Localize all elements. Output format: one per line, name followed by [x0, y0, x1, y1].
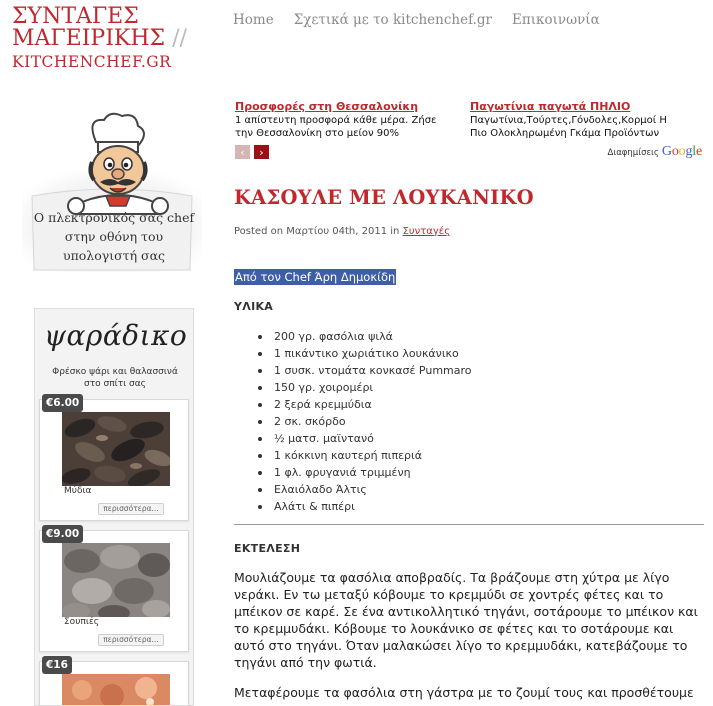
post-title[interactable]: ΚΑΣΟΥΛΕ ΜΕ ΛΟΥΚΑΝΙΚΟ — [234, 186, 534, 209]
ingredients-heading: ΥΛΙΚΑ — [234, 300, 274, 313]
list-item: 2 ξερά κρεμμύδια — [258, 396, 472, 413]
list-item: Ελαιόλαδο Άλτις — [258, 481, 472, 498]
octopus-image-icon — [62, 674, 170, 706]
ad-unit-1[interactable] — [235, 100, 455, 141]
product-name: Μύδια — [64, 486, 92, 496]
price-badge: €16 — [42, 656, 72, 674]
chef-tagline-line-2: στην οθόνη του — [64, 229, 164, 244]
ad-1-line-2: την Θεσσαλονίκη στο μείον 90% — [235, 128, 399, 139]
chef-tagline-line-3: υπολογιστή σας — [62, 248, 166, 263]
cuttlefish-image-icon — [62, 543, 170, 617]
ad-1-title[interactable]: Προσφορές στη Θεσσαλονίκη — [235, 100, 419, 113]
list-item: 1 πικάντικο χωριάτικο λουκάνικο — [258, 345, 472, 362]
ads-by-label: Διαφημίσεις — [607, 148, 659, 158]
logo-line-2-text: ΜΑΓΕΙΡΙΚΗΣ — [12, 26, 166, 51]
post-date: Posted on Μαρτίου 04th, 2011 in — [234, 226, 403, 237]
shop-subtitle-line-1: Φρέσκο ψάρι και θαλασσινά — [52, 367, 178, 377]
mussels-photo — [62, 412, 170, 486]
list-item: 1 συσκ. ντομάτα κονκασέ Pummaro — [258, 362, 472, 379]
nav-home[interactable]: Home — [233, 12, 274, 28]
list-item: 1 φλ. φρυγανιά τριμμένη — [258, 464, 472, 481]
more-button[interactable]: περισσότερα... — [98, 634, 164, 646]
chef-tagline-line-1: Ο πλεκτρονικός σας chef — [33, 210, 195, 225]
list-item: Αλάτι & πιπέρι — [258, 498, 472, 515]
ad-2-title[interactable]: Παγωτίνια παγωτά ΠΗΛΙΟ — [470, 100, 631, 113]
ad-unit-2[interactable] — [470, 100, 690, 141]
logo-slashes: // — [165, 26, 187, 51]
shop-subtitle — [35, 366, 194, 390]
product-card[interactable] — [39, 530, 189, 652]
top-nav — [233, 12, 600, 28]
ingredients-list — [258, 328, 472, 515]
more-button[interactable]: περισσότερα... — [98, 503, 164, 515]
product-card[interactable] — [39, 399, 189, 521]
logo-line-2 — [12, 28, 217, 50]
method-heading: ΕΚΤΕΛΕΣΗ — [234, 542, 301, 555]
method-paragraph-1: Μουλιάζουμε τα φασόλια αποβραδίς. Τα βράζουμε στη χύτρα με λίγο νεράκι. Εν τω μεταξύ κόβουμε το κρεμμύδι σε χοντρές φέτες και το μπέικον σε καρέ. Σε ένα αντικολλητικό τηγάνι, σοτάρουμε το μπέικον και το κρεμμυδάκι. Κόβουμε το λουκάνικο σε φέτες και το σοτάρουμε και αυτό στο τηγάνι. Όταν μαλακώσει λίγο το κρεμμυδάκι, κατεβάζουμε το τηγάνι από την φωτιά. — [234, 570, 698, 670]
post-meta — [234, 226, 450, 237]
list-item: 200 γρ. φασόλια ψιλά — [258, 328, 472, 345]
google-logo: Google — [661, 144, 702, 159]
ad-2-line-2: Πιο Ολοκληρωμένη Γκάμα Προϊόντων — [470, 128, 660, 139]
fish-shop-banner[interactable] — [34, 308, 194, 706]
ads-by-google[interactable] — [608, 144, 703, 160]
product-card[interactable] — [39, 661, 189, 706]
logo-line-1: ΣΥΝΤΑΓΕΣ — [12, 4, 139, 29]
list-item: 150 γρ. χοιρομέρι — [258, 379, 472, 396]
shop-logo: ψαράδικο — [44, 319, 188, 352]
logo-domain: KITCHENCHEF.GR — [12, 53, 172, 71]
mussels-image-icon — [62, 412, 170, 486]
list-item: 1 κόκκινη καυτερή πιπεριά — [258, 447, 472, 464]
cuttlefish-photo — [62, 543, 170, 617]
price-badge: €6.00 — [42, 394, 83, 412]
price-badge: €9.00 — [42, 525, 83, 543]
section-divider — [234, 524, 704, 525]
chef-tagline — [28, 208, 200, 265]
octopus-photo — [62, 674, 170, 706]
ad-arrows — [235, 145, 269, 159]
list-item: ½ ματσ. μαϊντανό — [258, 430, 472, 447]
method-paragraph-2: Μεταφέρουμε τα φασόλια στη γάστρα με το ζουμί τους και προσθέτουμε — [234, 685, 694, 700]
nav-contact[interactable]: Επικοινωνία — [511, 12, 600, 28]
ad-1-line-1: 1 απίστευτη προσφορά κάθε μέρα. Ζήσε — [235, 114, 437, 126]
list-item: 2 σκ. σκόρδο — [258, 413, 472, 430]
shop-subtitle-line-2: στο σπίτι σας — [84, 379, 146, 389]
ad-next-arrow-icon[interactable]: › — [254, 145, 269, 159]
ad-prev-arrow-icon[interactable]: ‹ — [235, 145, 250, 159]
product-name: Σουπιές — [64, 617, 100, 627]
ad-2-line-1: Παγωτίνια,Τούρτες,Γόνδολες,Κορμοί Η — [470, 114, 667, 126]
site-logo[interactable] — [12, 6, 217, 72]
category-link[interactable]: Συνταγές — [402, 226, 451, 237]
nav-about[interactable]: Σχετικά με το kitchenchef.gr — [293, 12, 492, 28]
chef-byline: Από τον Chef Άρη Δημοκίδη — [235, 270, 396, 284]
ad-block — [235, 100, 705, 160]
